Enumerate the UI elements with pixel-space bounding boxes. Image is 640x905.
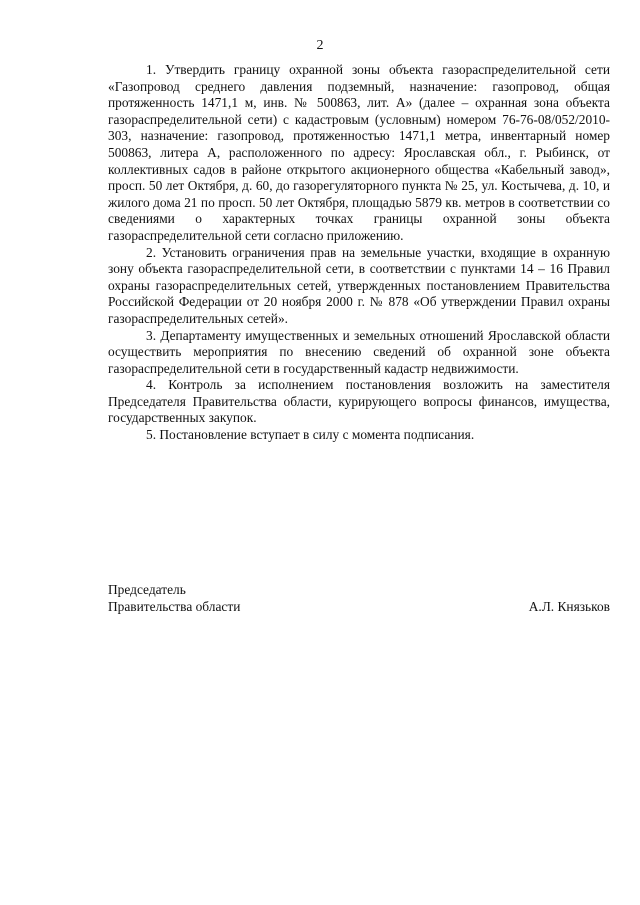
paragraph-4: 4. Контроль за исполнением постановления возложить на заместителя Председателя Правительства области, курирующего вопросы финансов, имущества, государственных закупок.	[108, 377, 610, 426]
paragraph-3: 3. Департаменту имущественных и земельных отношений Ярославской области осуществить мероприятия по внесению сведений об охранной зоне объекта газораспределительной сети в государственный кадастр недвижимости.	[108, 327, 610, 376]
signatory-title-line-1: Председатель	[108, 582, 186, 597]
page-number: 2	[316, 38, 324, 53]
paragraph-5: 5. Постановление вступает в силу с момента подписания.	[146, 427, 475, 443]
signatory-name: А.Л. Князьков	[528, 598, 610, 614]
signatory-title-line-2: Правительства области	[108, 598, 241, 614]
paragraph-2: 2. Установить ограничения прав на земельные участки, входящие в охранную зону объекта газораспределительной сети, в соответствии с пунктами 14 – 16 Правил охраны газораспределительных сетей, утвержденных постановлением Правительства Российской Федерации от 20 ноября 2000 г. № 878 «Об утверждении Правил охраны газораспределительных сетей».	[108, 244, 610, 326]
signature-row	[108, 582, 610, 615]
signatory-title	[108, 582, 240, 615]
paragraph-1: 1. Утвердить границу охранной зоны объекта газораспределительной сети «Газопровод среднего давления подземный, назначение: газопровод, общая протяженность 1471,1 м, инв. № 500863, лит. А» (далее – охранная зона объекта газораспределительной сети) с кадастровым (условным) номером 76-76-08/052/2010-303, назначение: газопровод, протяженностью 1471,1 метра, инвентарный номер 500863, литера А, расположенного по адресу: Ярославская обл., г. Рыбинск, от коллективных садов в районе открытого акционерного общества «Кабельный завод», просп. 50 лет Октября, д. 60, до газорегуляторного пункта № 25, ул. Костычева, д. 10, и жилого дома 21 по просп. 50 лет Октября, площадью 5879 кв. метров в соответствии со сведениями о характерных точках границы охранной зоны объекта газораспределительной сети согласно приложению.	[108, 62, 610, 243]
resolution-body	[108, 62, 610, 444]
signature-block	[108, 582, 610, 615]
